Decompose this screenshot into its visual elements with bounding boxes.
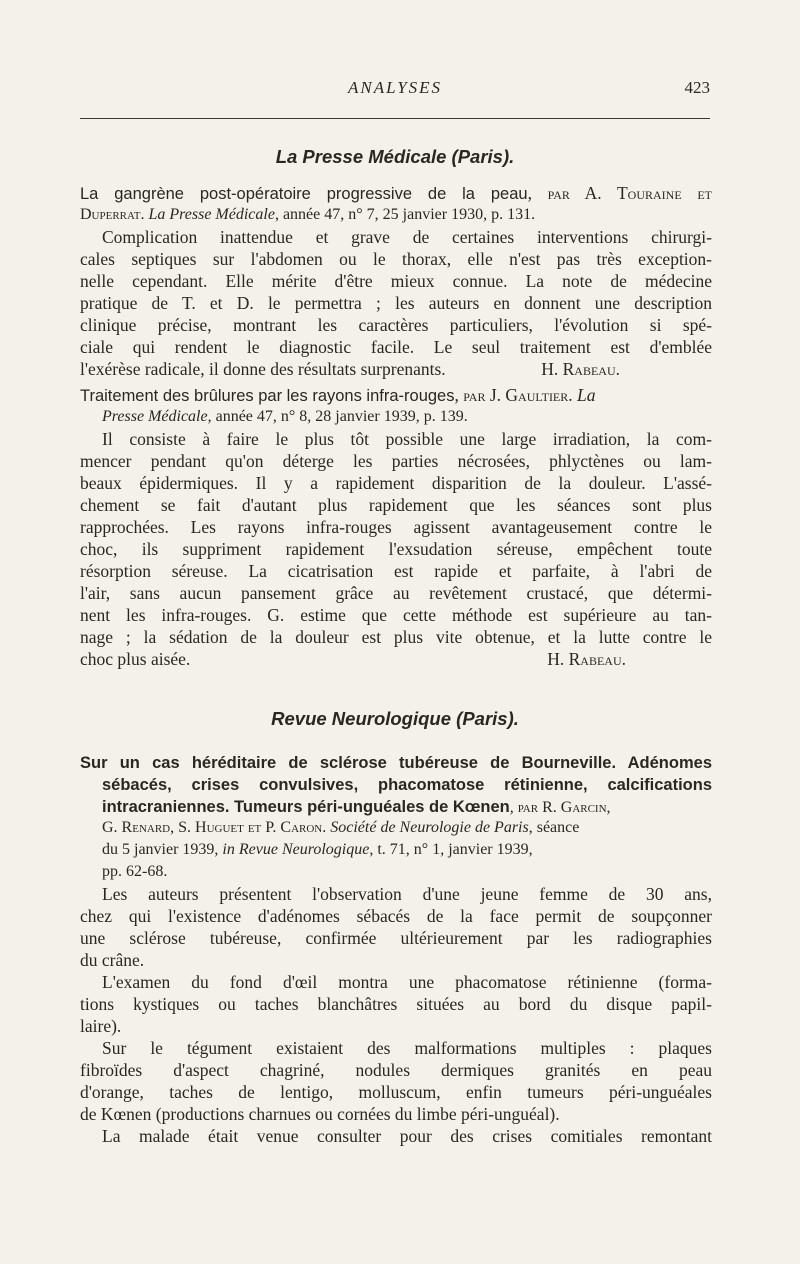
author-signature: H. Rabeau.	[541, 359, 620, 379]
running-head	[80, 78, 710, 104]
article-title: Sur un cas héréditaire de sclérose tubéreuse de Bourneville. Adénomes	[80, 754, 712, 772]
article-reference-journal: La	[577, 385, 596, 405]
article-body-line: mencer pendant qu'on déterge les parties nécrosées, phlyctènes ou lam-	[80, 451, 712, 471]
author-signature: H. Rabeau.	[547, 649, 626, 669]
article-body-line: La malade était venue consulter pour des crises comitiales remontant	[102, 1126, 712, 1146]
article-body-line: beaux épidermiques. Il y a rapidement disparition de la douleur. L'assé-	[80, 473, 712, 493]
article-body-line: Complication inattendue et grave de certaines interventions chirurgi-	[102, 227, 712, 247]
article-title: Traitement des brûlures par les rayons infra-rouges	[80, 387, 455, 405]
article-brulures	[80, 384, 712, 670]
article-reference-journal: Revue Neurologique	[238, 841, 370, 858]
article-body-line: Les auteurs présentent l'observation d'une jeune femme de 30 ans,	[102, 884, 712, 904]
article-reference	[80, 406, 712, 428]
journal-title-presse-medicale: La Presse Médicale (Paris).	[275, 146, 515, 167]
article-body-line: du crâne.	[80, 950, 145, 970]
article-reference	[80, 384, 712, 406]
article-body-line: Il consiste à faire le plus tôt possible une large irradiation, la com-	[102, 429, 712, 449]
article-title-line	[80, 773, 712, 795]
article-body-line: tions kystiques ou taches blanchâtres situées au bord du disque papil-	[80, 994, 712, 1014]
article-sclerose-tubereuse	[80, 751, 712, 1147]
article-reference	[80, 839, 712, 861]
article-body-line: de Kœnen (productions charnues ou cornées du limbe péri-unguéal).	[80, 1104, 560, 1124]
article-body-line: L'examen du fond d'œil montra une phacomatose rétinienne (forma-	[102, 972, 712, 992]
article-title: sébacés, crises convulsives, phacomatose rétinienne, calcifications	[102, 776, 712, 794]
article-body-line: ciale qui rendent le diagnostic facile. Le seul traitement est d'emblée	[80, 337, 712, 357]
article-reference-journal: Presse Médicale	[102, 408, 208, 425]
article-reference-authors: Duperrat.	[80, 206, 149, 223]
article-body-line	[80, 358, 712, 380]
page-number: 423	[684, 78, 710, 97]
article-reference	[80, 795, 712, 817]
article-reference-authors: , par A. Touraine et	[527, 183, 712, 203]
article-reference-journal: La Presse Médicale	[148, 206, 275, 223]
article-reference-authors: G. Renard, S. Huguet et P. Caron.	[102, 819, 331, 836]
article-body-line: d'orange, taches de lentigo, molluscum, enfin tumeurs péri-unguéales	[80, 1082, 712, 1102]
article-reference-details: , année 47, n° 7, 25 janvier 1930, p. 131.	[274, 206, 536, 223]
article-body-line: rapprochées. Les rayons infra-rouges agissent avantageusement contre le	[80, 517, 712, 537]
article-body-line: laire).	[80, 1016, 122, 1036]
article-body-line: chez qui l'existence d'adénomes sébacés de la face permit de soupçonner	[80, 906, 712, 926]
header-rule	[80, 118, 710, 119]
article-body-line: nent les infra-rouges. G. estime que cette méthode est supérieure au tan-	[80, 605, 712, 625]
article-title: La gangrène post-opératoire progressive de la peau	[80, 185, 528, 203]
article-reference-details: , t. 71, n° 1, janvier 1939,	[369, 841, 533, 858]
journal-title-revue-neurologique: Revue Neurologique (Paris).	[271, 708, 519, 729]
article-reference-details: du 5 janvier 1939,	[102, 841, 223, 858]
article-reference	[80, 182, 712, 204]
article-reference	[80, 204, 712, 226]
article-body-line: cales septiques sur l'abdomen ou le thorax, elle n'est pas très exception-	[80, 249, 712, 269]
article-body-line: choc, ils suppriment rapidement l'exsudation séreuse, empêchent toute	[80, 539, 712, 559]
article-reference-details: , année 47, n° 8, 28 janvier 1939, p. 139.	[207, 408, 468, 425]
article-title-line	[80, 751, 712, 773]
running-title: ANALYSES	[347, 78, 443, 97]
article-body-line: chement se fait d'autant plus rapidement que les séances sont plus	[80, 495, 712, 515]
article-body-line: fibroïdes d'aspect chagriné, nodules dermiques granités en peau	[80, 1060, 712, 1080]
article-reference-in: in	[222, 841, 235, 858]
article-reference-authors: , par J. Gaultier.	[454, 385, 578, 405]
article-body-line: Sur le tégument existaient des malformations multiples : plaques	[102, 1038, 712, 1058]
article-reference-pages: pp. 62-68.	[102, 863, 168, 880]
article-body-line: pratique de T. et D. le permettra ; les auteurs en donnent une description	[80, 293, 712, 313]
article-body-line: résorption séreuse. La cicatrisation est rapide et parfaite, à l'abri de	[80, 561, 712, 581]
article-body-text: l'exérèse radicale, il donne des résultats surprenants.	[80, 359, 446, 379]
article-title: intracraniennes. Tumeurs péri-unguéales de Kœnen	[102, 798, 510, 816]
article-reference	[80, 817, 712, 839]
article-body-text: choc plus aisée.	[80, 649, 191, 669]
article-gangrene	[80, 182, 712, 380]
article-reference-authors: , par R. Garcin,	[509, 799, 611, 816]
article-body-line: l'air, sans aucun pansement grâce au revêtement crustacé, que détermi-	[80, 583, 712, 603]
article-body-line	[80, 648, 712, 670]
article-body-line: nelle cependant. Elle mérite d'être mieux connue. La note de médecine	[80, 271, 712, 291]
article-body-line: nage ; la sédation de la douleur est plus vite obtenue, et la lutte contre le	[80, 627, 712, 647]
article-body-line: clinique précise, montrant les caractères particuliers, l'évolution si spé-	[80, 315, 712, 335]
article-body-line: une sclérose tubéreuse, confirmée ultérieurement par les radiographies	[80, 928, 712, 948]
article-reference-details: , séance	[528, 819, 580, 836]
article-reference-journal: Société de Neurologie de Paris	[330, 819, 529, 836]
